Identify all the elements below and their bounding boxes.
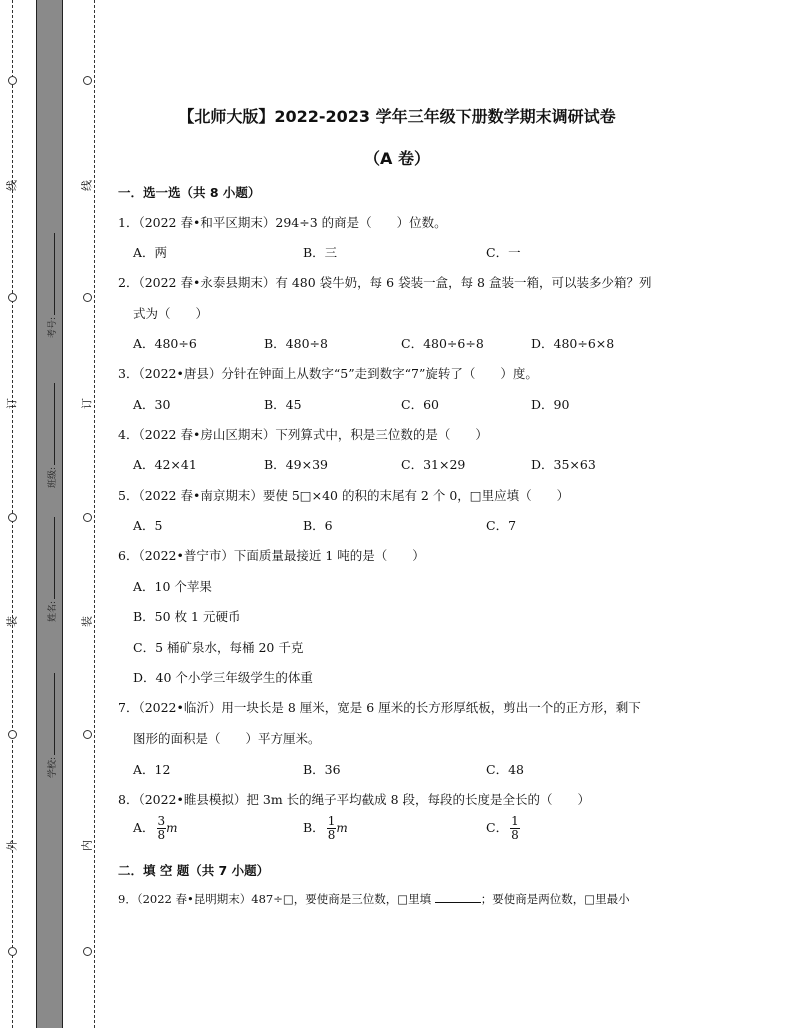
option-b[interactable]: B．50 枚 1 元硬币 xyxy=(133,609,241,624)
page-subtitle: （A 卷） xyxy=(364,149,430,168)
question-8: 8．（2022•睢县模拟）把 3m 长的绳子平均截成 8 段，每段的长度是全长的（ ） xyxy=(118,792,591,807)
margin-label-outside: 外 xyxy=(5,840,19,851)
margin-label-line: 线 xyxy=(80,180,94,191)
option-d[interactable]: D．40 个小学三年级学生的体重 xyxy=(133,670,313,685)
section-heading: 二．填 空 题（共 7 小题） xyxy=(118,863,270,878)
question-7: 7．（2022•临沂）用一块长是 8 厘米，宽是 6 厘米的长方形厚纸板，剪出一个的正方形，剩下 xyxy=(118,700,641,715)
option-b[interactable]: B．6 xyxy=(303,518,333,533)
punch-hole xyxy=(83,293,92,302)
punch-hole xyxy=(8,76,17,85)
option-b[interactable]: B． $\frac{1}{8}$ m xyxy=(303,814,348,842)
option-a[interactable]: A．42×41 xyxy=(133,457,197,472)
option-d[interactable]: D．90 xyxy=(531,397,570,412)
option-c[interactable]: C．60 xyxy=(401,397,439,412)
margin-label-staple: 装 xyxy=(80,616,94,627)
option-b[interactable]: B．45 xyxy=(264,397,302,412)
option-a[interactable]: A．480÷6 xyxy=(133,336,197,351)
margin-label-line: 线 xyxy=(5,180,19,191)
fraction: $\frac{1}{8}$ xyxy=(327,814,336,842)
punch-hole xyxy=(83,730,92,739)
option-a[interactable]: A．12 xyxy=(133,762,171,777)
field-label: 学校: xyxy=(48,756,58,778)
option-d[interactable]: D．35×63 xyxy=(531,457,596,472)
field-label: 班级: xyxy=(48,466,58,488)
question-2: 2．（2022 春•永泰县期末）有 480 袋牛奶，每 6 袋装一盒，每 8 盒装一箱，可以装多少箱？列 xyxy=(118,275,652,290)
option-a[interactable]: A．两 xyxy=(133,245,168,260)
margin-label-inside: 内 xyxy=(80,840,94,851)
option-a[interactable]: A． $\frac{3}{8}$ m xyxy=(133,814,178,842)
class-field[interactable] xyxy=(45,383,58,488)
question-9: 9．（2022 春•昆明期末）487÷□，要使商是三位数，□里填 ；要使商是两位数，□里最小 xyxy=(118,892,630,906)
option-b[interactable]: B．49×39 xyxy=(264,457,328,472)
fraction: $\frac{1}{8}$ xyxy=(511,814,519,842)
option-a[interactable]: A．30 xyxy=(133,397,171,412)
option-c[interactable]: C．一 xyxy=(486,245,521,260)
option-c[interactable]: C．7 xyxy=(486,518,517,533)
option-c[interactable]: C． $\frac{1}{8}$ xyxy=(486,814,519,842)
question-7-line-2: 图形的面积是（ ）平方厘米。 xyxy=(133,731,321,746)
option-c[interactable]: C．5 桶矿泉水，每桶 20 千克 xyxy=(133,640,304,655)
option-a[interactable]: A．10 个苹果 xyxy=(133,579,212,594)
question-3: 3．（2022•唐县）分针在钟面上从数字“5”走到数字“7”旋转了（ ）度。 xyxy=(118,366,538,381)
school-field[interactable] xyxy=(45,673,58,778)
fraction: $\frac{3}{8}$ xyxy=(157,814,166,842)
answer-blank[interactable] xyxy=(435,893,481,903)
punch-hole xyxy=(83,513,92,522)
name-field[interactable] xyxy=(45,517,58,622)
question-2-line-2: 式为（ ） xyxy=(133,306,209,321)
punch-hole xyxy=(8,947,17,956)
option-b[interactable]: B．480÷8 xyxy=(264,336,328,351)
punch-hole xyxy=(83,76,92,85)
margin-label-staple: 装 xyxy=(5,616,19,627)
option-a[interactable]: A．5 xyxy=(133,518,163,533)
punch-hole xyxy=(8,513,17,522)
option-c[interactable]: C．31×29 xyxy=(401,457,466,472)
field-label: 姓名: xyxy=(48,600,58,622)
question-5: 5．（2022 春•南京期末）要使 5□×40 的积的末尾有 2 个 0，□里应填（ ） xyxy=(118,488,570,503)
option-c[interactable]: C．480÷6÷8 xyxy=(401,336,484,351)
page-title: 【北师大版】2022-2023 学年三年级下册数学期末调研试卷 xyxy=(178,107,616,126)
margin-label-bind: 订 xyxy=(80,398,94,409)
question-1: 1．（2022 春•和平区期末）294÷3 的商是（ ）位数。 xyxy=(118,215,447,230)
option-c[interactable]: C．48 xyxy=(486,762,524,777)
section-heading: 一．选一选（共 8 小题） xyxy=(118,185,261,200)
exam-number-field[interactable] xyxy=(45,233,58,338)
question-6: 6．（2022•普宁市）下面质量最接近 1 吨的是（ ） xyxy=(118,548,425,563)
punch-hole xyxy=(8,730,17,739)
option-b[interactable]: B．三 xyxy=(303,245,338,260)
question-4: 4．（2022 春•房山区期末）下列算式中，积是三位数的是（ ） xyxy=(118,427,488,442)
margin-label-bind: 订 xyxy=(5,398,19,409)
punch-hole xyxy=(83,947,92,956)
option-b[interactable]: B．36 xyxy=(303,762,341,777)
field-label: 考号: xyxy=(48,316,58,338)
option-d[interactable]: D．480÷6×8 xyxy=(531,336,615,351)
punch-hole xyxy=(8,293,17,302)
